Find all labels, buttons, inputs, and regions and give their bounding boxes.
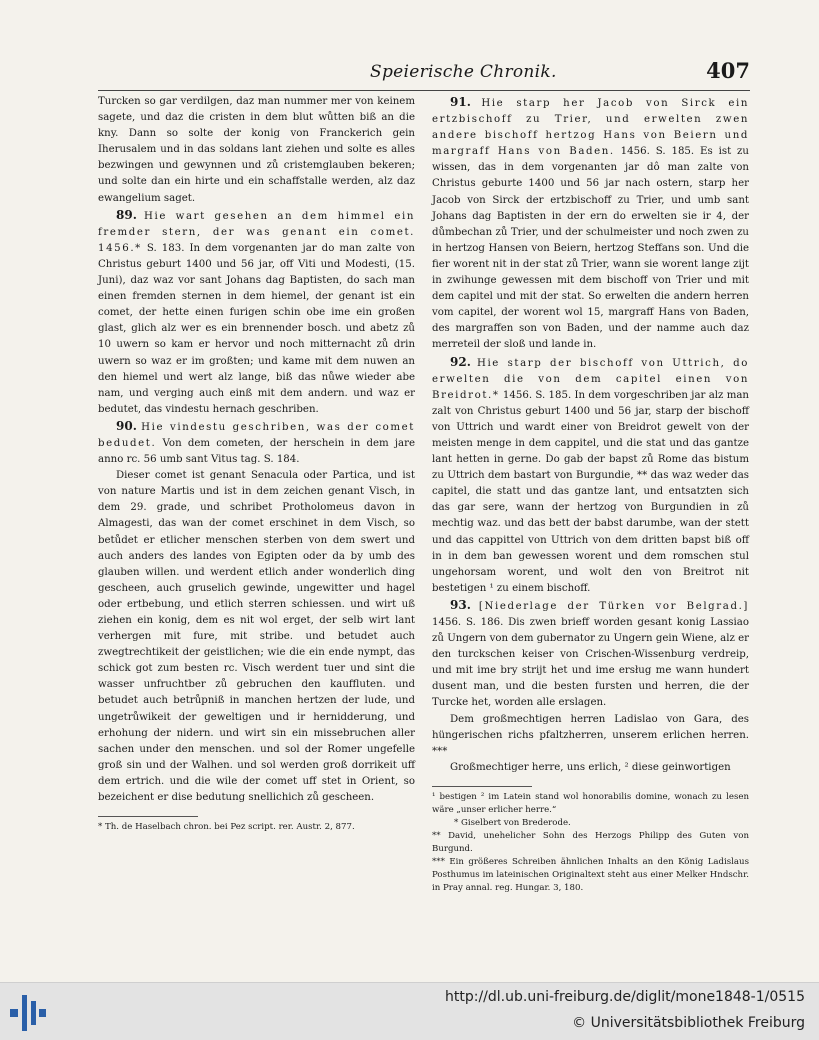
entry-number: 91. [450,95,471,109]
letter-salutation: Großmechtiger herre, uns erlich, ² diese geinwortigen [450,761,731,773]
source-url-link[interactable]: http://dl.ub.uni-freiburg.de/diglit/mone1848-1/0515 [445,989,805,1005]
footnote: *** Ein größeres Schreiben ähnlichen Inhalts an den König Ladislaus Posthumus im lateinischen Originaltext steht aus einer Melker Hndschr. in Pray annal. reg. Hungar. 3, 180. [432,856,749,893]
footnote: ¹ bestigen ² im Latein stand wol honorabilis domine, wonach zu lesen wäre „unser erlicher herre.“ [432,791,749,815]
left-column [98,94,415,834]
footnote: * Th. de Haselbach chron. bei Pez script. rer. Austr. 2, 877. [98,822,355,833]
paragraph-comet: Dieser comet ist genant Senacula oder Partica, und ist von nature Martis und ist in dem zeichen genant Visch, in dem 29. grade, und schribet Protholomeus davon in Almagesti, das wan der comet erschinet in dem Visch, so betůdet er etlicher menschen sterben von dem swert und auch anders des landes von Egipten oder da by umb des glauben willen. und werdent etlich ander wonderlich ding gescheen, auch gruselich gewinde, ungewitter und hagel oder ertbebung, und etlich sterren schiessen. und wirt uß ziehen ein konig, dem es nit wol erget, der selb wirt lant verhergen mit fure, mit stribe. und betudet auch zwegtrechtikeit der geistlichen; wie die ein ende nympt, das schick got zum besten rc. Visch werdent tuer und sint die wasser unfruchtber zů gebruchen den kauffluten. und betudet auch betrůpniß in manchen hertzen der lude, und ungetrůwikeit der geweltigen und ir hernidderung, und erhohung der nidern. und wirt sin ein missebruchen aller sachen under den menschen. und sol der Romer ungefelle groß sin und der Walhen. und sol werden groß dorrikeit uff dem ertrich. und die wile der comet uff stet in Orient, so bezeichent er dise bedutung snellichich zů gescheen. [98,470,415,804]
header-rule [98,90,750,91]
entry-91 [432,94,749,354]
entry-92 [432,354,749,597]
entry-number: 89. [116,207,137,222]
entry-text: 1456. S. 185. Es ist zu wissen, das in dem vorgenanten jar dô man zalte von Christus geburte 1400 und 56 jar nach ostern, starp her Jacob von Sirck der ertzbischoff zu Trier, und umb sant Johans dag Baptisten in der ern do erwelten sie ir 4, der důmbechan zů Trier, und der schulmeister und noch zwen zu in hertzog Hansen von Beiern, hertzog Steffans son. Und die fier worent nit in der stat zů Trier, wann sie worent lange zijt in zwihunge gewessen mit dem bischoff von Trier und mit dem capitel und mit der stat. So erwelten die andern herren vom capitel, der worent wol 15, margraff Hans von Baden, des margraffen son von Baden, und der namme auch daz merreteil der sloß und lande in. [432,146,749,351]
viewer-footer [0,982,819,1040]
page-number: 407 [706,58,750,83]
right-column [432,94,749,895]
entry-number: 90. [116,418,137,433]
entry-90 [98,418,415,468]
entry-text: 1456. S. 186. Dis zwen brieff worden gesant konig Lassiao zů Ungern von dem gubernator zu Ungern gein Wiene, alz er den turckschen keiser von Crischen-Wissenburg verdreip, und mit ime bry strijt het und ime ersług me wann hundert dusent man, und die besten fursten und herren, die der Turcke het, worden alle erslagen. [432,617,749,709]
running-title: Speierische Chronik. [370,62,557,82]
entry-heading: Hie starp her Jacob von Sirck ein ertzbischoff zu Trier, und erwelten zwen andere bischoff hertzog Hans von Beiern und margraff Hans von Baden. [432,98,749,158]
entry-heading: Hie vindestu geschriben, was der comet bedudet. [98,421,415,449]
library-logo-icon [10,991,46,1035]
paragraph-continuation: Turcken so gar verdilgen, daz man nummer mer von keinem sagete, und daz die cristen in dem blut wůtten biß an die kny. Dann so solte der konig von Franckerich gein Iherusalem und in das soldans lant ziehen und solte es alles bezwingen und gewynnen und zů cristemglauben bekeren; und solte dan ein hirte und ein schaffstalle werden, alz daz ewangelium saget. [98,96,415,204]
footnote: * Giselbert von Brederode. [454,817,571,828]
entry-number: 93. [450,597,471,612]
entry-text: Von dem cometen, der herschein in dem jare anno rc. 56 umb sant Vitus tag. S. 184. [98,437,415,466]
copyright-text: © Universitätsbibliothek Freiburg [572,1015,805,1031]
entry-89 [98,207,415,418]
entry-number: 92. [450,354,471,369]
entry-93 [432,597,749,712]
entry-heading: Hie starp der bischoff von Uttrich, do erwelten die von dem capitel einen von Breidrot.* [432,357,749,401]
footnote-rule [432,786,532,787]
letter-address: Dem großmechtigen herren Ladislao von Gara, des hüngerischen richs pfaltzherren, unserem erlichen herren. *** [432,713,749,757]
entry-heading: Hie wart gesehen an dem himmel ein fremder stern, der was genant ein comet. 1456.* [98,210,415,254]
entry-heading: [Niederlage der Türken vor Belgrad.] [478,600,749,612]
footnote: ** David, unehelicher Sohn des Herzogs Philipp des Guten von Burgund. [432,830,749,854]
page-header [100,58,750,90]
entry-text: S. 183. In dem vorgenanten jar do man zalte von Christus geburt 1400 und 56 jar, off Viti und Modesti, (15. Juni), daz waz vor sant Johans dag Baptisten, do sach man einen fremden sternen in dem hiemel, der genant ist ein comet, der hette einen furigen schin obe ime ein großen glast, glich alz wer es ein brennender bosch. und abetz zů 10 uwern so kam er hervor und noch mitternacht zů drin uwern so waz er im großten; und kame mit dem nuwen an den hiemel und wert alz lange, biß das nůwe wieder abe nam, und verging auch einß mit dem andern. und waz er bedutet, das vindestu hernach geschriben. [98,242,415,415]
footnote-rule [98,816,198,817]
entry-text: 1456. S. 185. In dem vorgeschriben jar alz man zalt von Christus geburt 1400 und 56 jar, starp der bischoff von Uttrich und wardt einer von Breidrot gewelt von der meisten menge in dem cappitel, und die stat und das gantze lant hetten in gerne. Do gab der bapst zů Rome das bistum zu Uttrich dem bastart von Burgundie, ** das waz weder das capitel, die statt und das gantze lant, und entsatzten sich das gar sere, wann der hertzog von Burgundien in zů mechtig waz. und das bett der babst darumbe, wan der stett und das cappittel von Uttrich von dem dritten bapst biß off in in dem ban gewessen worent und dem romschen stul ungehorsam worent, und wolt den von Breitrot nit bestetigen ¹ zu einem bischoff. [432,389,749,594]
